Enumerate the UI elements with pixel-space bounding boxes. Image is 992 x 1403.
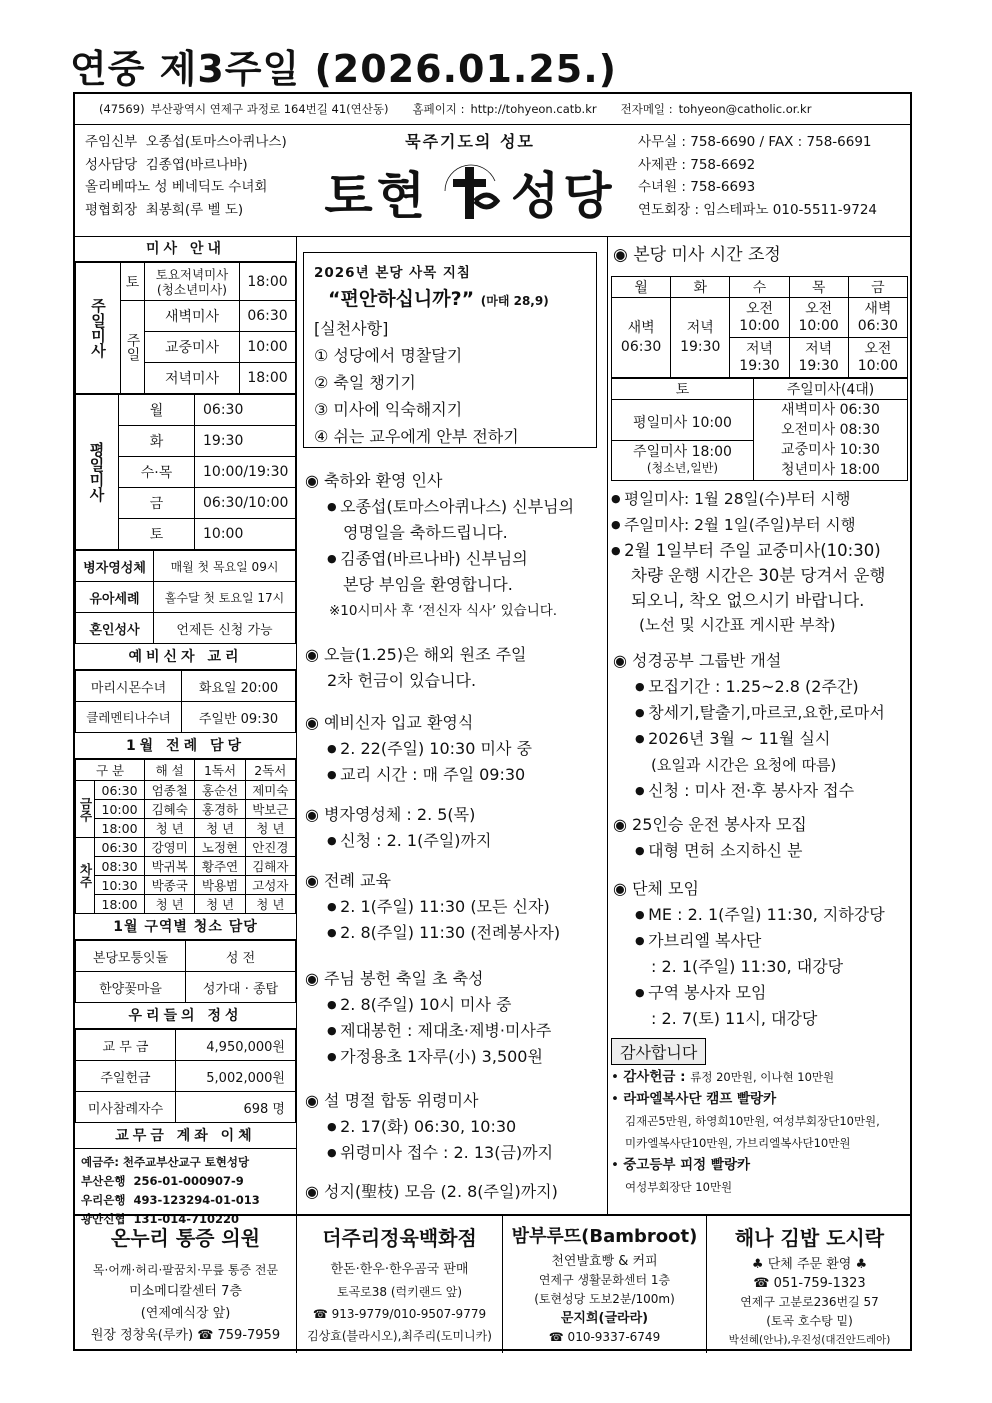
staff-list bbox=[85, 131, 287, 221]
thanks-title: 라파엘복사단 캠프 빨랑카 bbox=[623, 1091, 777, 1107]
schedule-table bbox=[611, 276, 908, 378]
liturgy-cell: 청 년 bbox=[245, 895, 295, 914]
liturgy-cell: 18:00 bbox=[95, 895, 145, 914]
weekday-day: 수·목 bbox=[119, 457, 195, 488]
ad-line: 미소메디칼센터 7층 bbox=[129, 1284, 242, 1299]
parish-name-right: 성당 bbox=[511, 166, 616, 225]
notice-item: ● 2. 17(화) 06:30, 10:30 bbox=[305, 1114, 553, 1140]
ad-line: ☎ 913-9779/010-9507-9779 bbox=[312, 1307, 487, 1321]
sacrament-table bbox=[75, 550, 296, 644]
ad-line: 천연발효빵 & 커피 bbox=[551, 1254, 658, 1269]
liturgy-col-header: 1독서 bbox=[195, 760, 245, 781]
account-number: 131-014-710220 bbox=[133, 1212, 240, 1226]
schedule-cell: 오전 10:00 bbox=[789, 298, 848, 338]
offering-label: 교 무 금 bbox=[76, 1030, 176, 1061]
liturgy-group-label: 금주 bbox=[76, 781, 95, 838]
sacrament-value: 언제든 신청 가능 bbox=[154, 613, 296, 644]
sun-mass-time: 18:00 bbox=[240, 363, 296, 394]
notice-item: : 2. 1(주일) 11:30, 대강당 bbox=[651, 957, 844, 976]
contact-chair: 연도회장 : 임스테파노 010-5511-9724 bbox=[638, 201, 878, 218]
offering-value: 698 명 bbox=[176, 1092, 296, 1123]
notice-liturgy-education bbox=[305, 868, 560, 946]
weekday-time: 10:00 bbox=[195, 519, 296, 550]
ad-line: 문지희(글라라) bbox=[560, 1311, 649, 1326]
sun-mass-time: 10:00 bbox=[240, 332, 296, 363]
schedule-note: 되오니, 착오 없으시기 바랍니다. bbox=[631, 591, 865, 610]
bank-name: 광안신협 bbox=[81, 1212, 126, 1226]
homepage-label: 홈페이지 : bbox=[412, 102, 465, 116]
sacrament-name: 유아세례 bbox=[76, 582, 154, 613]
liturgy-cell: 홍순선 bbox=[195, 781, 245, 800]
notice-item: ● 오종섭(토마스아퀴나스) 신부님의 bbox=[305, 494, 574, 520]
notice-heading: ◉ 오늘(1.25)은 해외 원조 주일 bbox=[305, 645, 527, 664]
account-heading: 교무금 계좌 이체 bbox=[75, 1123, 296, 1149]
homepage-link[interactable]: http://tohyeon.catb.kr bbox=[470, 102, 597, 116]
liturgy-cell: 김해자 bbox=[245, 857, 295, 876]
thanks-title: 중고등부 피정 빨랑카 bbox=[623, 1157, 751, 1173]
liturgy-cell: 박용범 bbox=[195, 876, 245, 895]
schedule-notes bbox=[611, 486, 885, 638]
liturgy-cell: 청 년 bbox=[195, 819, 245, 838]
ad-line: ☎ 051-759-1323 bbox=[753, 1276, 866, 1291]
offering-value: 5,002,000원 bbox=[176, 1061, 296, 1092]
mass-guide-heading: 미사 안내 bbox=[75, 236, 296, 262]
schedule-note: ● 평일미사: 1월 28일(수)부터 시행 bbox=[611, 486, 885, 512]
notice-palm-collection bbox=[305, 1179, 558, 1205]
offering-label: 미사참례자수 bbox=[76, 1092, 176, 1123]
schedule-sat-header: 토 bbox=[612, 379, 754, 400]
sacrament-value: 홀수달 첫 토요일 17시 bbox=[154, 582, 296, 613]
page-title: 연중 제3주일 (2026.01.25.) bbox=[70, 47, 618, 91]
notice-item: ● 신청 : 2. 1(주일)까지 bbox=[305, 828, 491, 854]
sat-label: 토 bbox=[121, 263, 145, 301]
bible-study-block bbox=[613, 648, 885, 804]
liturgy-cell: 황주연 bbox=[195, 857, 245, 876]
notice-memorial-mass bbox=[305, 1088, 553, 1166]
schedule-sun-header: 주일미사(4대) bbox=[754, 379, 908, 400]
schedule-day-header: 목 bbox=[789, 277, 848, 298]
liturgy-cell: 홍경하 bbox=[195, 800, 245, 819]
liturgy-heading: 1월 전례 담당 bbox=[75, 733, 296, 759]
postal-code: (47569) bbox=[99, 102, 145, 116]
sacrament-value: 매월 첫 목요일 09시 bbox=[154, 551, 296, 582]
notice-item: ● 2. 1(주일) 11:30 (모든 신자) bbox=[305, 894, 560, 920]
notice-item: ● 제대봉헌 : 제대초·제병·미사주 bbox=[305, 1018, 551, 1044]
notice-item: ● 2. 22(주일) 10:30 미사 중 bbox=[305, 736, 532, 762]
schedule-cell: 저녁 19:30 bbox=[730, 338, 789, 378]
notice-item: (요일과 시간은 요청에 따름) bbox=[651, 756, 837, 774]
notice-candlemas bbox=[305, 966, 551, 1070]
notice-overseas-aid bbox=[305, 642, 527, 694]
liturgy-col-header: 해 설 bbox=[145, 760, 195, 781]
thanks-detail: 김재곤5만원, 하영희10만원, 여성부회장단10만원, bbox=[625, 1114, 880, 1128]
ad-line: 연제구 생활문화센터 1층 bbox=[538, 1273, 671, 1287]
ad-line: 한돈·한우·한우곰국 판매 bbox=[330, 1262, 469, 1277]
ad-name: 해나 김밥 도시락 bbox=[734, 1226, 885, 1250]
ad-butcher bbox=[297, 1216, 503, 1353]
thanks-heading: 감사합니다 bbox=[611, 1038, 706, 1065]
notice-item: ● 위령미사 접수 : 2. 13(금)까지 bbox=[305, 1140, 553, 1166]
ad-name: 더주리정육백화점 bbox=[322, 1226, 477, 1250]
staff-name: 오종섭(토마스아퀴나스) bbox=[145, 134, 287, 150]
email-label: 전자메일 : bbox=[620, 102, 673, 116]
schedule-note: ● 2월 1일부터 주일 교중미사(10:30) bbox=[611, 538, 885, 563]
ad-bakery bbox=[503, 1216, 707, 1353]
policy-item: ② 축일 챙기기 bbox=[314, 373, 416, 392]
schedule-sun-mass: 교중미사 10:30 bbox=[781, 442, 880, 458]
schedule-day-header: 월 bbox=[612, 277, 671, 298]
account-holder: 예금주: 천주교부산교구 토현성당 bbox=[81, 1155, 250, 1169]
notice-item: ● ME : 2. 1(주일) 11:30, 지하강당 bbox=[613, 902, 885, 928]
staff-role: 성사담당 bbox=[85, 156, 138, 173]
policy-item: ③ 미사에 익숙해지기 bbox=[314, 400, 463, 419]
notice-item: ● 가정용초 1자루(小) 3,500원 bbox=[305, 1044, 551, 1070]
policy-item: ① 성당에서 명찰달기 bbox=[314, 346, 463, 365]
contact-office: 사무실 : 758-6690 / FAX : 758-6691 bbox=[638, 134, 872, 150]
sun-mass-name: 저녁미사 bbox=[145, 363, 240, 394]
notice-item: ● 대형 면허 소지하신 분 bbox=[613, 838, 807, 864]
schedule-day-header: 화 bbox=[671, 277, 730, 298]
bulletin-frame bbox=[73, 92, 912, 1351]
notice-item: ● 창세기,탈출기,마르코,요한,로마서 bbox=[613, 700, 885, 726]
thanks-detail: 류정 20만원, 이나현 10만원 bbox=[690, 1070, 835, 1084]
liturgy-col-header: 구 분 bbox=[76, 760, 145, 781]
account-number: 493-123294-01-013 bbox=[133, 1193, 260, 1207]
sat-mass-time: 18:00 bbox=[240, 263, 296, 301]
liturgy-cell: 제미숙 bbox=[245, 781, 295, 800]
liturgy-cell: 김혜숙 bbox=[145, 800, 195, 819]
notice-item: ● 신청 : 미사 전·후 봉사자 접수 bbox=[613, 778, 885, 804]
notice-item: 본당 부임을 환영합니다. bbox=[343, 575, 513, 594]
notice-heading: ◉ 성지(聖枝) 모음 (2. 8(주일)까지) bbox=[305, 1182, 558, 1201]
notice-heading: ◉ 축하와 환영 인사 bbox=[305, 471, 443, 490]
weekday-time: 06:30/10:00 bbox=[195, 488, 296, 519]
offering-value: 4,950,000원 bbox=[176, 1030, 296, 1061]
ad-line: (연제예식장 앞) bbox=[140, 1306, 231, 1321]
ad-line: 목·어깨·허리·팔꿈치·무릎 통증 전문 bbox=[92, 1263, 279, 1277]
schedule-cell: 새벽 06:30 bbox=[848, 298, 907, 338]
staff-role: 올리베따노 성 베네딕도 수녀회 bbox=[85, 179, 268, 195]
liturgy-cell: 18:00 bbox=[95, 819, 145, 838]
weekday-day: 토 bbox=[119, 519, 195, 550]
cleaning-district: 한양꽃마을 bbox=[76, 972, 186, 1003]
pastoral-policy-box bbox=[303, 252, 597, 448]
schedule-sun-mass: 새벽미사 06:30 bbox=[781, 402, 880, 418]
schedule-sat-sunday: 주일미사 18:00 bbox=[633, 443, 732, 460]
contact-convent: 수녀원 : 758-6693 bbox=[638, 179, 756, 195]
ad-line: 토곡로38 (럭키랜드 앞) bbox=[337, 1285, 462, 1299]
weekday-day: 월 bbox=[119, 395, 195, 426]
ad-line: ☎ 010-9337-6749 bbox=[548, 1330, 661, 1344]
liturgy-cell: 엄종철 bbox=[145, 781, 195, 800]
policy-heading: 2026년 본당 사목 지침 bbox=[314, 265, 471, 281]
staff-name: 최봉희(루 벨 도) bbox=[145, 201, 244, 218]
sunday-mass-label: 주일미사 bbox=[76, 263, 121, 394]
weekday-mass-label: 평일미사 bbox=[76, 395, 119, 550]
schedule-day-header: 금 bbox=[848, 277, 907, 298]
cross-seal-icon bbox=[435, 161, 505, 223]
offering-heading: 우리들의 정성 bbox=[75, 1003, 296, 1029]
notice-item: ● 교리 시간 : 매 주일 09:30 bbox=[305, 762, 532, 788]
schedule-sat-weekday: 평일미사 10:00 bbox=[612, 406, 753, 441]
email-link[interactable]: tohyeon@catholic.or.kr bbox=[678, 102, 812, 116]
liturgy-cell: 청 년 bbox=[145, 895, 195, 914]
notice-heading: ◉ 25인승 운전 봉사자 모집 bbox=[613, 815, 807, 834]
weekday-day: 금 bbox=[119, 488, 195, 519]
ad-line: 김상효(블라시오),최주리(도미니카) bbox=[307, 1329, 492, 1343]
weekend-schedule-table bbox=[611, 378, 908, 481]
driver-recruit-block bbox=[613, 812, 807, 864]
parish-logo bbox=[305, 129, 635, 229]
ad-line: 원장 정창욱(루카) ☎ 759-7959 bbox=[90, 1328, 281, 1343]
cleaning-heading: 1월 구역별 청소 담당 bbox=[75, 914, 296, 940]
notice-item: ● 2. 8(주일) 11:30 (전례봉사자) bbox=[305, 920, 560, 946]
sun-label: 주일 bbox=[121, 301, 145, 394]
schedule-cell: 저녁 19:30 bbox=[789, 338, 848, 378]
ad-name: 밤부루뜨(Bambroot) bbox=[511, 1226, 698, 1247]
cleaning-area: 성가대 · 종탑 bbox=[186, 972, 296, 1003]
notice-catechumen bbox=[305, 710, 532, 788]
sunday-mass-table bbox=[75, 262, 296, 394]
policy-reference: (마태 28,9) bbox=[480, 294, 549, 308]
liturgy-cell: 10:30 bbox=[95, 876, 145, 895]
ad-line: ♣ 단체 주문 환영 ♣ bbox=[751, 1257, 868, 1272]
ad-line: 박선혜(안나),우진성(대건안드레아) bbox=[728, 1334, 891, 1346]
cleaning-table bbox=[75, 940, 296, 1003]
schedule-heading-block bbox=[613, 242, 781, 268]
notice-item: ● 모집기간 : 1.25~2.8 (2주간) bbox=[613, 674, 885, 700]
bank-name: 우리은행 bbox=[81, 1193, 126, 1207]
contact-rectory: 사제관 : 758-6692 bbox=[638, 156, 756, 173]
sacrament-name: 병자영성체 bbox=[76, 551, 154, 582]
liturgy-cell: 06:30 bbox=[95, 838, 145, 857]
thanks-detail: 미카엘복사단10만원, 가브리엘복사단10만원 bbox=[625, 1136, 851, 1150]
notice-heading: ◉ 주님 봉헌 축일 초 축성 bbox=[305, 969, 484, 988]
notice-heading: ◉ 전례 교육 bbox=[305, 871, 391, 890]
sun-mass-name: 새벽미사 bbox=[145, 301, 240, 332]
schedule-note: 차량 운행 시간은 30분 당겨서 운행 bbox=[631, 566, 886, 585]
catechism-teacher: 클레멘티나수녀 bbox=[76, 702, 182, 733]
middle-column bbox=[297, 236, 607, 1214]
catechism-teacher: 마리시몬수녀 bbox=[76, 671, 182, 702]
ad-kimbap bbox=[707, 1216, 912, 1353]
offering-table bbox=[75, 1029, 296, 1123]
parish-name-left: 토현 bbox=[324, 166, 429, 225]
weekday-time: 06:30 bbox=[195, 395, 296, 426]
contact-list bbox=[638, 131, 877, 221]
advertisements bbox=[75, 1214, 910, 1351]
account-number: 256-01-000907-9 bbox=[133, 1174, 244, 1188]
staff-role: 평협회장 bbox=[85, 201, 138, 218]
notice-heading: ◉ 설 명절 합동 위령미사 bbox=[305, 1091, 479, 1110]
thanks-title: 감사헌금 : bbox=[623, 1069, 691, 1085]
parish-motto: 묵주기도의 성모 bbox=[405, 132, 535, 151]
liturgy-cell: 박보근 bbox=[245, 800, 295, 819]
staff-role: 주임신부 bbox=[85, 134, 138, 150]
sacrament-name: 혼인성사 bbox=[76, 613, 154, 644]
schedule-sat-sunday-note: (청소년,일반) bbox=[646, 460, 719, 475]
schedule-note: (노선 및 시간표 게시판 부착) bbox=[639, 616, 836, 634]
notice-heading: ◉ 단체 모임 bbox=[613, 879, 699, 898]
cleaning-area: 성 전 bbox=[186, 941, 296, 972]
liturgy-cell: 박귀복 bbox=[145, 857, 195, 876]
notice-sick-communion bbox=[305, 802, 491, 854]
parish-header bbox=[75, 125, 910, 236]
schedule-cell: 오전 10:00 bbox=[730, 298, 789, 338]
notice-item: : 2. 7(토) 11시, 대강당 bbox=[651, 1009, 818, 1028]
sun-mass-time: 06:30 bbox=[240, 301, 296, 332]
ad-clinic bbox=[75, 1216, 297, 1353]
notice-item: 2차 헌금이 있습니다. bbox=[327, 671, 477, 690]
thanks-list: • 감사헌금 : 류정 20만원, 이나현 10만원 • 라파엘복사단 캠프 빨랑카 김재곤5만원, 하영희10만원, 여성부회장단10만원, 미카엘복사단10만원, 가브리엘복사단10만원 • 중고등부 피정 빨랑카 여성부회장단 10만원 bbox=[611, 1066, 880, 1198]
notice-celebration bbox=[305, 468, 574, 624]
liturgy-cell: 청 년 bbox=[245, 819, 295, 838]
staff-name: 김종엽(바르나바) bbox=[145, 156, 248, 173]
notice-item: ● 김종엽(바르나바) 신부님의 bbox=[305, 546, 574, 572]
liturgy-cell: 청 년 bbox=[145, 819, 195, 838]
liturgy-cell: 노정현 bbox=[195, 838, 245, 857]
schedule-sun-mass: 청년미사 18:00 bbox=[781, 462, 880, 478]
address-bar bbox=[75, 94, 910, 124]
weekday-time: 19:30 bbox=[195, 426, 296, 457]
notice-item: 영명일을 축하드립니다. bbox=[343, 523, 508, 542]
liturgy-cell: 박종국 bbox=[145, 876, 195, 895]
liturgy-col-header: 2독서 bbox=[245, 760, 295, 781]
schedule-cell: 새벽 06:30 bbox=[612, 298, 671, 378]
weekday-mass-table bbox=[75, 394, 296, 550]
schedule-day-header: 수 bbox=[730, 277, 789, 298]
catechism-heading: 예비신자 교리 bbox=[75, 644, 296, 670]
policy-item: [실천사항] bbox=[314, 319, 389, 338]
catechism-time: 주일반 09:30 bbox=[182, 702, 296, 733]
ad-line: 연제구 고분로236번길 57 bbox=[740, 1295, 879, 1309]
liturgy-cell: 08:30 bbox=[95, 857, 145, 876]
offering-label: 주일헌금 bbox=[76, 1061, 176, 1092]
notice-item: ● 2026년 3월 ~ 11월 실시 bbox=[613, 726, 885, 752]
cleaning-district: 본당모퉁잇돌 bbox=[76, 941, 186, 972]
liturgy-cell: 강영미 bbox=[145, 838, 195, 857]
sun-mass-name: 교중미사 bbox=[145, 332, 240, 363]
group-meetings-block bbox=[613, 876, 885, 1032]
liturgy-cell: 안진경 bbox=[245, 838, 295, 857]
ad-line: (토곡 호수탕 밑) bbox=[766, 1314, 853, 1328]
liturgy-cell: 06:30 bbox=[95, 781, 145, 800]
notice-item: ● 가브리엘 복사단 bbox=[613, 928, 885, 954]
liturgy-cell: 10:00 bbox=[95, 800, 145, 819]
schedule-cell: 오전 10:00 bbox=[848, 338, 907, 378]
notice-item: ● 구역 봉사자 모임 bbox=[613, 980, 885, 1006]
liturgy-group-label: 차주 bbox=[76, 838, 95, 914]
schedule-sun-mass: 오전미사 08:30 bbox=[781, 422, 880, 438]
schedule-cell: 저녁 19:30 bbox=[671, 298, 730, 378]
sat-mass-name: 토요저녁미사 (청소년미사) bbox=[145, 263, 240, 301]
bank-name: 부산은행 bbox=[81, 1174, 126, 1188]
liturgy-cell: 고성자 bbox=[245, 876, 295, 895]
ad-name: 온누리 통증 의원 bbox=[110, 1226, 261, 1250]
right-column bbox=[607, 236, 912, 1214]
weekday-day: 화 bbox=[119, 426, 195, 457]
left-column bbox=[75, 236, 297, 1226]
notice-heading: ◉ 예비신자 입교 환영식 bbox=[305, 713, 474, 732]
catechism-time: 화요일 20:00 bbox=[182, 671, 296, 702]
liturgy-cell: 청 년 bbox=[195, 895, 245, 914]
schedule-heading: ◉ 본당 미사 시간 조정 bbox=[613, 245, 781, 265]
thanks-detail: 여성부회장단 10만원 bbox=[625, 1180, 733, 1194]
notice-heading: ◉ 병자영성체 : 2. 5(목) bbox=[305, 805, 476, 824]
notice-heading: ◉ 성경공부 그룹반 개설 bbox=[613, 651, 782, 670]
policy-item: ④ 쉬는 교우에게 안부 전하기 bbox=[314, 427, 519, 446]
notice-note: ※10시미사 후 ‘전신자 식사’ 있습니다. bbox=[329, 603, 558, 619]
schedule-note: ● 주일미사: 2월 1일(주일)부터 시행 bbox=[611, 512, 885, 538]
liturgy-table bbox=[75, 759, 296, 914]
catechism-table bbox=[75, 670, 296, 733]
street-address: 부산광역시 연제구 과정로 164번길 41(연산동) bbox=[150, 102, 389, 116]
notice-item: ● 2. 8(주일) 10시 미사 중 bbox=[305, 992, 551, 1018]
ad-line: (토현성당 도보2분/100m) bbox=[534, 1292, 675, 1306]
policy-motto: “편안하십니까?” bbox=[328, 288, 475, 310]
weekday-time: 10:00/19:30 bbox=[195, 457, 296, 488]
